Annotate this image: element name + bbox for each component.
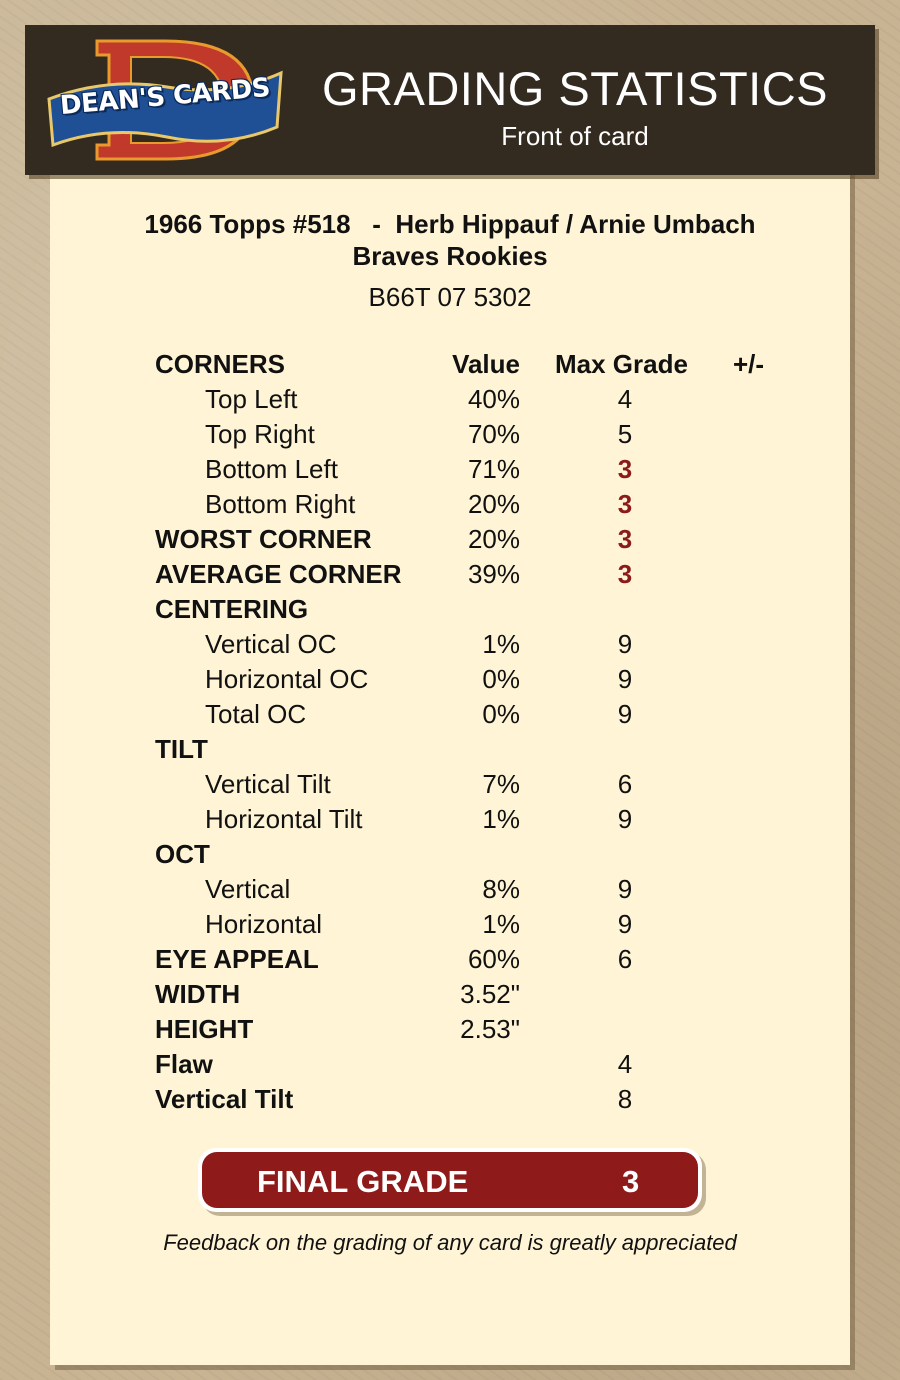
table-section-row: [0, 837, 900, 872]
row-label: Top Right: [205, 419, 315, 449]
row-label: WIDTH: [155, 979, 241, 1009]
table-row: [0, 557, 900, 592]
deans-cards-logo: [47, 37, 283, 163]
row-value: 1%: [482, 629, 520, 659]
row-label: HEIGHT: [155, 1014, 254, 1044]
row-value: 60%: [467, 944, 520, 974]
card-title-line2: Braves Rookies: [352, 241, 548, 271]
row-max-grade: 8: [617, 1084, 633, 1114]
table-row: [0, 627, 900, 662]
section-label: CENTERING: [155, 594, 309, 624]
row-max-grade: 3: [617, 454, 633, 484]
table-row: [0, 1012, 900, 1047]
row-label: Flaw: [155, 1049, 213, 1079]
row-label: Total OC: [205, 699, 307, 729]
card-title-line1: [0, 208, 900, 240]
row-value: 0%: [482, 664, 520, 694]
page-subtitle: Front of card: [501, 121, 649, 151]
table-row: [0, 487, 900, 522]
final-grade-bar: [202, 1152, 698, 1208]
row-label: Horizontal OC: [205, 664, 369, 694]
table-header-row: [0, 347, 900, 382]
cert-number: B66T 07 5302: [368, 282, 532, 312]
row-label: Horizontal Tilt: [205, 804, 363, 834]
row-max-grade: 5: [617, 419, 633, 449]
row-label: Vertical Tilt: [155, 1084, 294, 1114]
page-title: GRADING STATISTICS: [321, 62, 828, 115]
table-row: [0, 1082, 900, 1117]
row-max-grade: 3: [617, 524, 633, 554]
row-max-grade: 3: [617, 559, 633, 589]
table-row: [0, 382, 900, 417]
row-value: 8%: [482, 874, 520, 904]
row-label: Horizontal: [205, 909, 323, 939]
row-value: 7%: [482, 769, 520, 799]
table-row: [0, 417, 900, 452]
row-max-grade: 9: [617, 664, 633, 694]
section-label: TILT: [155, 734, 208, 764]
row-max-grade: 6: [617, 769, 633, 799]
table-row: [0, 802, 900, 837]
header-value: Value: [452, 349, 520, 379]
feedback-note: Feedback on the grading of any card is greatly appreciated: [163, 1230, 737, 1255]
row-label: Vertical: [205, 874, 291, 904]
final-grade-value: 3: [622, 1164, 640, 1199]
row-max-grade: 9: [617, 874, 633, 904]
row-max-grade: 9: [617, 804, 633, 834]
header-bar: [25, 25, 875, 175]
row-value: 20%: [467, 524, 520, 554]
stats-table: [0, 347, 900, 1117]
row-max-grade: 9: [617, 909, 633, 939]
row-label: Vertical Tilt: [205, 769, 331, 799]
row-value: 39%: [467, 559, 520, 589]
card-players: Herb Hippauf / Arnie Umbach: [395, 209, 756, 239]
logo-text: DEAN'S CARDS: [58, 72, 272, 122]
table-row: [0, 767, 900, 802]
table-section-row: [0, 592, 900, 627]
table-row: [0, 1047, 900, 1082]
header-corners: CORNERS: [155, 349, 286, 379]
row-value: 2.53": [460, 1014, 520, 1044]
row-value: 70%: [467, 419, 520, 449]
row-label: AVERAGE CORNER: [155, 559, 402, 589]
row-max-grade: 4: [617, 384, 633, 414]
table-row: [0, 662, 900, 697]
final-grade-label: FINAL GRADE: [257, 1164, 469, 1199]
table-row: [0, 977, 900, 1012]
table-row: [0, 942, 900, 977]
row-value: 1%: [482, 804, 520, 834]
row-value: 1%: [482, 909, 520, 939]
card-set-number: 1966 Topps #518: [144, 209, 351, 239]
row-max-grade: 4: [617, 1049, 633, 1079]
table-row: [0, 907, 900, 942]
final-grade-badge: [198, 1148, 702, 1212]
row-label: Bottom Right: [205, 489, 356, 519]
header-max-grade: Max Grade: [555, 349, 688, 379]
row-max-grade: 9: [617, 699, 633, 729]
table-row: [0, 697, 900, 732]
row-label: WORST CORNER: [155, 524, 372, 554]
section-label: OCT: [155, 839, 210, 869]
row-label: Bottom Left: [205, 454, 338, 484]
row-max-grade: 9: [617, 629, 633, 659]
row-label: Top Left: [205, 384, 298, 414]
header-plus-minus: +/-: [733, 349, 765, 379]
row-max-grade: 3: [617, 489, 633, 519]
row-value: 40%: [467, 384, 520, 414]
table-row: [0, 872, 900, 907]
card-title-separator: -: [350, 209, 396, 239]
table-row: [0, 522, 900, 557]
row-value: 71%: [467, 454, 520, 484]
row-value: 20%: [467, 489, 520, 519]
row-max-grade: 6: [617, 944, 633, 974]
row-label: EYE APPEAL: [155, 944, 319, 974]
card-title: [0, 208, 900, 272]
row-value: 0%: [482, 699, 520, 729]
table-section-row: [0, 732, 900, 767]
row-value: 3.52": [460, 979, 520, 1009]
table-row: [0, 452, 900, 487]
row-label: Vertical OC: [205, 629, 337, 659]
